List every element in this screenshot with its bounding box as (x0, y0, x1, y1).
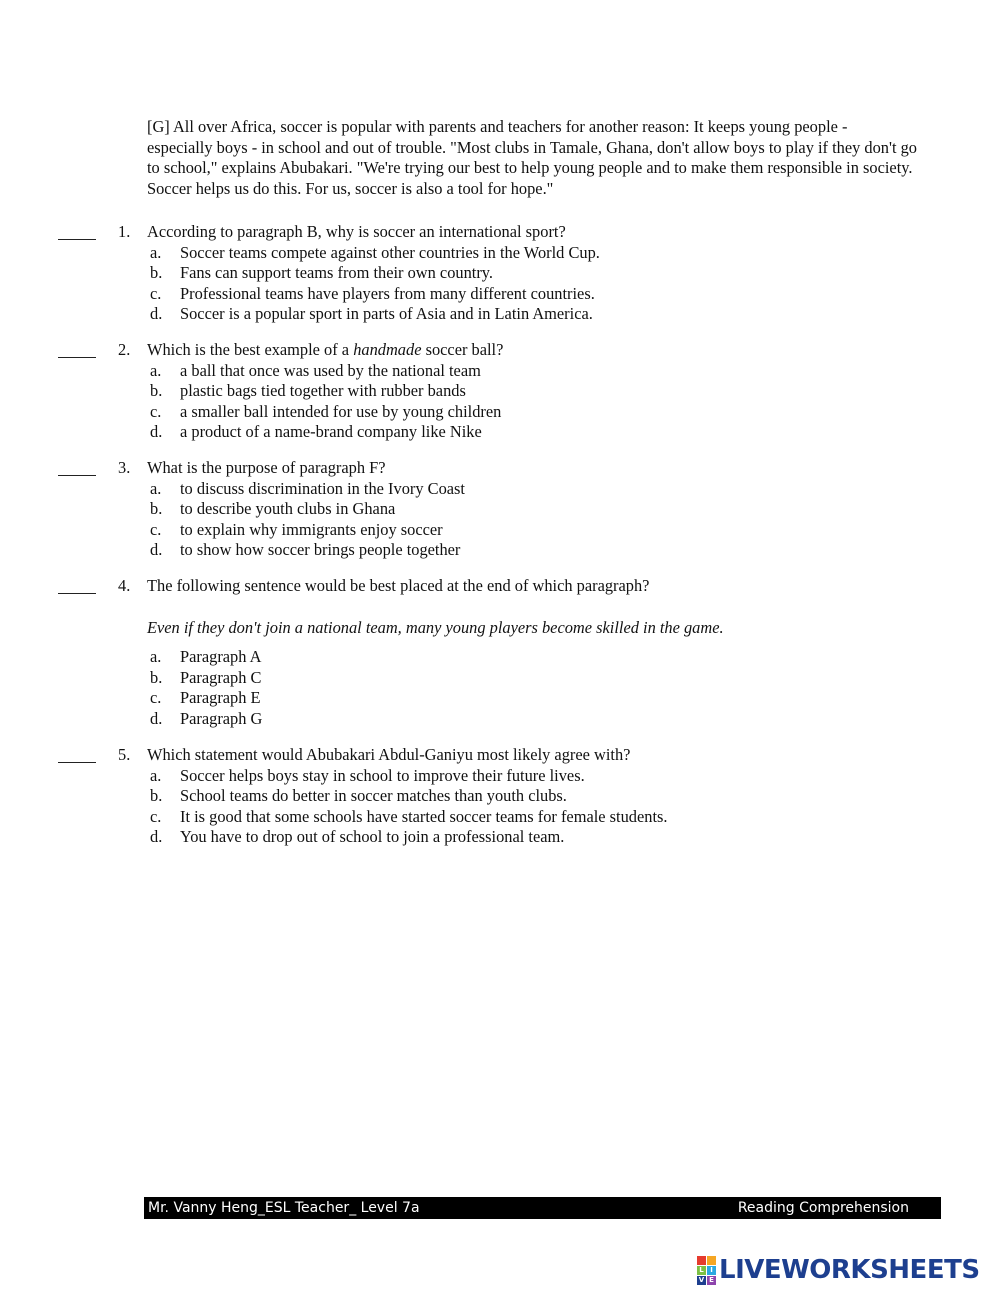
question-number: 3. (118, 458, 131, 477)
page-footer (144, 1197, 941, 1219)
passage-paragraph-g: [G] All over Africa, soccer is popular with parents and teachers for another reason: It keeps young people - especially boys - in school and out of trouble. "Most clubs in Tamale, Ghana, don't allow boys to play if they don't go to school," explains Abubakari. "We're trying our best to help young people and to make them responsible in society. Soccer helps us do this. For us, soccer is also a tool for hope." (147, 117, 917, 198)
footer-author: Mr. Vanny Heng_ESL Teacher_ Level 7a (148, 1200, 420, 1216)
quoted-sentence: Even if they don't join a national team, many young players become skilled in the game. (147, 618, 724, 637)
liveworksheets-logo-icon: L I V E (697, 1256, 716, 1285)
question-number: 4. (118, 576, 131, 595)
answer-blank-2[interactable] (58, 340, 96, 360)
question-stem: The following sentence would be best placed at the end of which paragraph? (147, 576, 650, 595)
question-stem: According to paragraph B, why is soccer an international sport? (147, 222, 566, 241)
liveworksheets-brand[interactable] (697, 1254, 980, 1286)
answer-blank-5[interactable] (58, 745, 96, 765)
answer-blank-3[interactable] (58, 458, 96, 478)
question-number: 1. (118, 222, 131, 241)
answer-blank-4[interactable] (58, 576, 96, 596)
question-number: 5. (118, 745, 131, 764)
brand-name: LIVEWORKSHEETS (719, 1255, 980, 1285)
answer-blank-1[interactable] (58, 222, 96, 242)
question-stem: Which statement would Abubakari Abdul-Ganiyu most likely agree with? (147, 745, 631, 764)
question-stem: Which is the best example of a handmade soccer ball? (147, 340, 504, 359)
question-number: 2. (118, 340, 131, 359)
emphasis-word: handmade (353, 340, 422, 359)
footer-subject: Reading Comprehension (737, 1200, 909, 1216)
question-stem: What is the purpose of paragraph F? (147, 458, 386, 477)
